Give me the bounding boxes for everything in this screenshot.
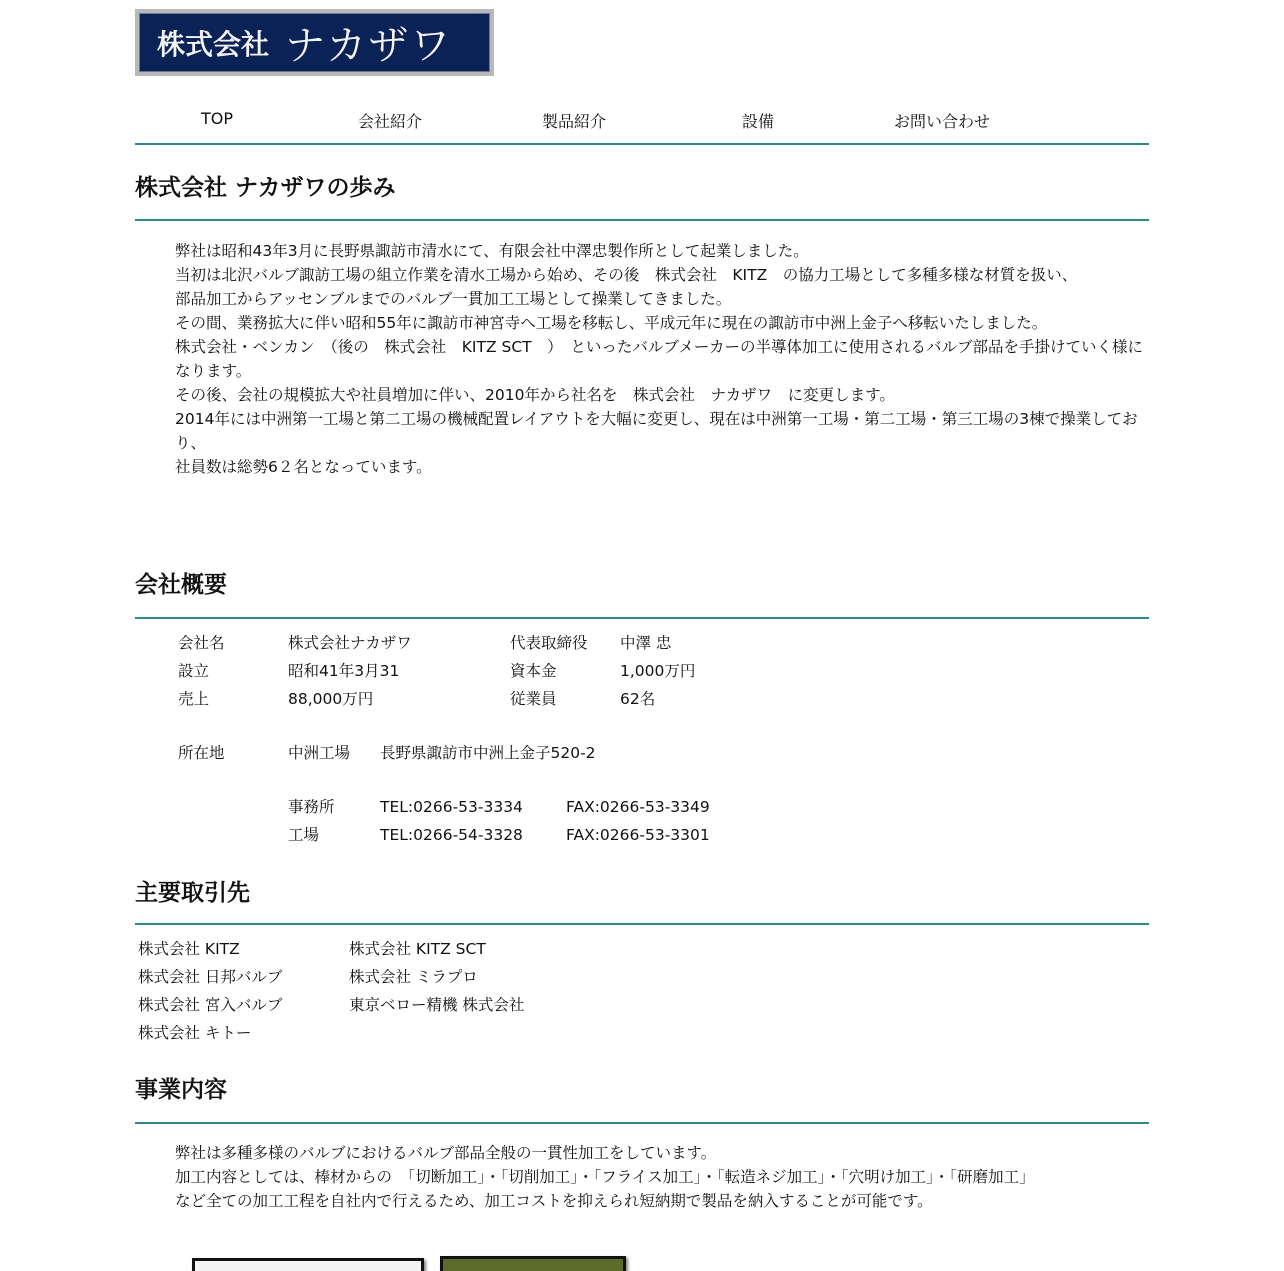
- nav-products[interactable]: 製品紹介: [542, 112, 607, 131]
- business-text: [175, 1141, 1150, 1213]
- client-item: 株式会社 宮入バルブ: [138, 996, 283, 1014]
- capital-label: 資本金: [510, 662, 557, 680]
- nav-contact[interactable]: お問い合わせ: [894, 112, 991, 131]
- history-line: 社員数は総勢6２名となっています。: [175, 458, 432, 476]
- clients-divider: [135, 923, 1149, 925]
- representative-value: 中澤 忠: [620, 634, 672, 652]
- company-name-value: 株式会社ナカザワ: [288, 634, 412, 652]
- history-divider: [135, 219, 1149, 221]
- history-title: 株式会社 ナカザワの歩み: [135, 175, 396, 201]
- sales-label: 売上: [178, 690, 210, 708]
- business-line: 弊社は多種多様のバルブにおけるバルブ部品全般の一貫性加工をしています。: [175, 1144, 717, 1162]
- history-line: その間、業務拡大に伴い昭和55年に諏訪市神宮寺へ工場を移転し、平成元年に現在の諏訪市中洲上金子へ移転いたしました。: [175, 314, 1048, 332]
- facility-photo: [192, 1258, 424, 1271]
- factory-name: 中洲工場: [288, 744, 351, 762]
- main-nav: [135, 103, 1149, 145]
- plant-tel: TEL:0266-54-3328: [380, 826, 523, 844]
- facility-photo: [440, 1256, 626, 1271]
- client-item: 株式会社 KITZ SCT: [349, 940, 486, 958]
- history-line: 2014年には中洲第一工場と第二工場の機械配置レイアウトを大幅に変更し、現在は中洲第一工場・第二工場・第三工場の3棟で操業しており、: [175, 410, 1138, 452]
- overview-title: 会社概要: [135, 572, 227, 598]
- office-fax: FAX:0266-53-3349: [566, 798, 710, 816]
- client-item: 東京ベロー精機 株式会社: [349, 996, 525, 1014]
- location-label: 所在地: [178, 744, 225, 762]
- history-line: 当初は北沢バルブ諏訪工場の組立作業を清水工場から始め、その後 株式会社 KITZ の協力工場として多種多様な材質を扱い、: [175, 266, 1078, 284]
- nav-equipment[interactable]: 設備: [742, 112, 775, 131]
- capital-value: 1,000万円: [620, 662, 696, 680]
- history-line: 株式会社・ベンカン （後の 株式会社 KITZ SCT ） といったバルブメーカーの半導体加工に使用されるバルブ部品を手掛けていく様になります。: [175, 338, 1143, 380]
- history-text: [175, 239, 1150, 479]
- office-label: 事務所: [288, 798, 335, 816]
- employees-value: 62名: [620, 690, 656, 708]
- representative-label: 代表取締役: [510, 634, 588, 652]
- client-item: 株式会社 キトー: [138, 1024, 252, 1042]
- employees-label: 従業員: [510, 690, 557, 708]
- logo-text-big: ナカザワ: [285, 23, 453, 69]
- founded-value: 昭和41年3月31: [288, 662, 400, 680]
- client-item: 株式会社 ミラプロ: [349, 968, 478, 986]
- founded-label: 設立: [178, 662, 210, 680]
- nav-top[interactable]: TOP: [201, 109, 234, 128]
- client-item: 株式会社 日邦バルブ: [138, 968, 283, 986]
- company-logo[interactable]: [135, 9, 494, 76]
- plant-fax: FAX:0266-53-3301: [566, 826, 710, 844]
- history-line: 部品加工からアッセンブルまでのバルブ一貫加工工場として操業してきました。: [175, 290, 732, 308]
- clients-title: 主要取引先: [135, 880, 250, 906]
- nav-company[interactable]: 会社紹介: [358, 112, 423, 131]
- factory-address: 長野県諏訪市中洲上金子520-2: [380, 744, 596, 762]
- business-line: など全ての加工工程を自社内で行えるため、加工コストを抑えられ短納期で製品を納入することが可能です。: [175, 1192, 933, 1210]
- company-name-label: 会社名: [178, 634, 225, 652]
- overview-divider: [135, 617, 1149, 619]
- sales-value: 88,000万円: [288, 690, 374, 708]
- client-item: 株式会社 KITZ: [138, 940, 240, 958]
- office-tel: TEL:0266-53-3334: [380, 798, 523, 816]
- history-line: その後、会社の規模拡大や社員増加に伴い、2010年から社名を 株式会社 ナカザワ に変更します。: [175, 386, 895, 404]
- business-divider: [135, 1122, 1149, 1124]
- logo-text-small: 株式会社: [157, 27, 270, 61]
- plant-label: 工場: [288, 826, 320, 844]
- business-title: 事業内容: [135, 1077, 227, 1103]
- history-line: 弊社は昭和43年3月に長野県諏訪市清水にて、有限会社中澤忠製作所として起業しました。: [175, 242, 809, 260]
- business-line: 加工内容としては、棒材からの 「切断加工」・「切削加工」・「フライス加工」・「転造ネジ加工」・「穴明け加工」・「研磨加工」: [175, 1168, 1035, 1186]
